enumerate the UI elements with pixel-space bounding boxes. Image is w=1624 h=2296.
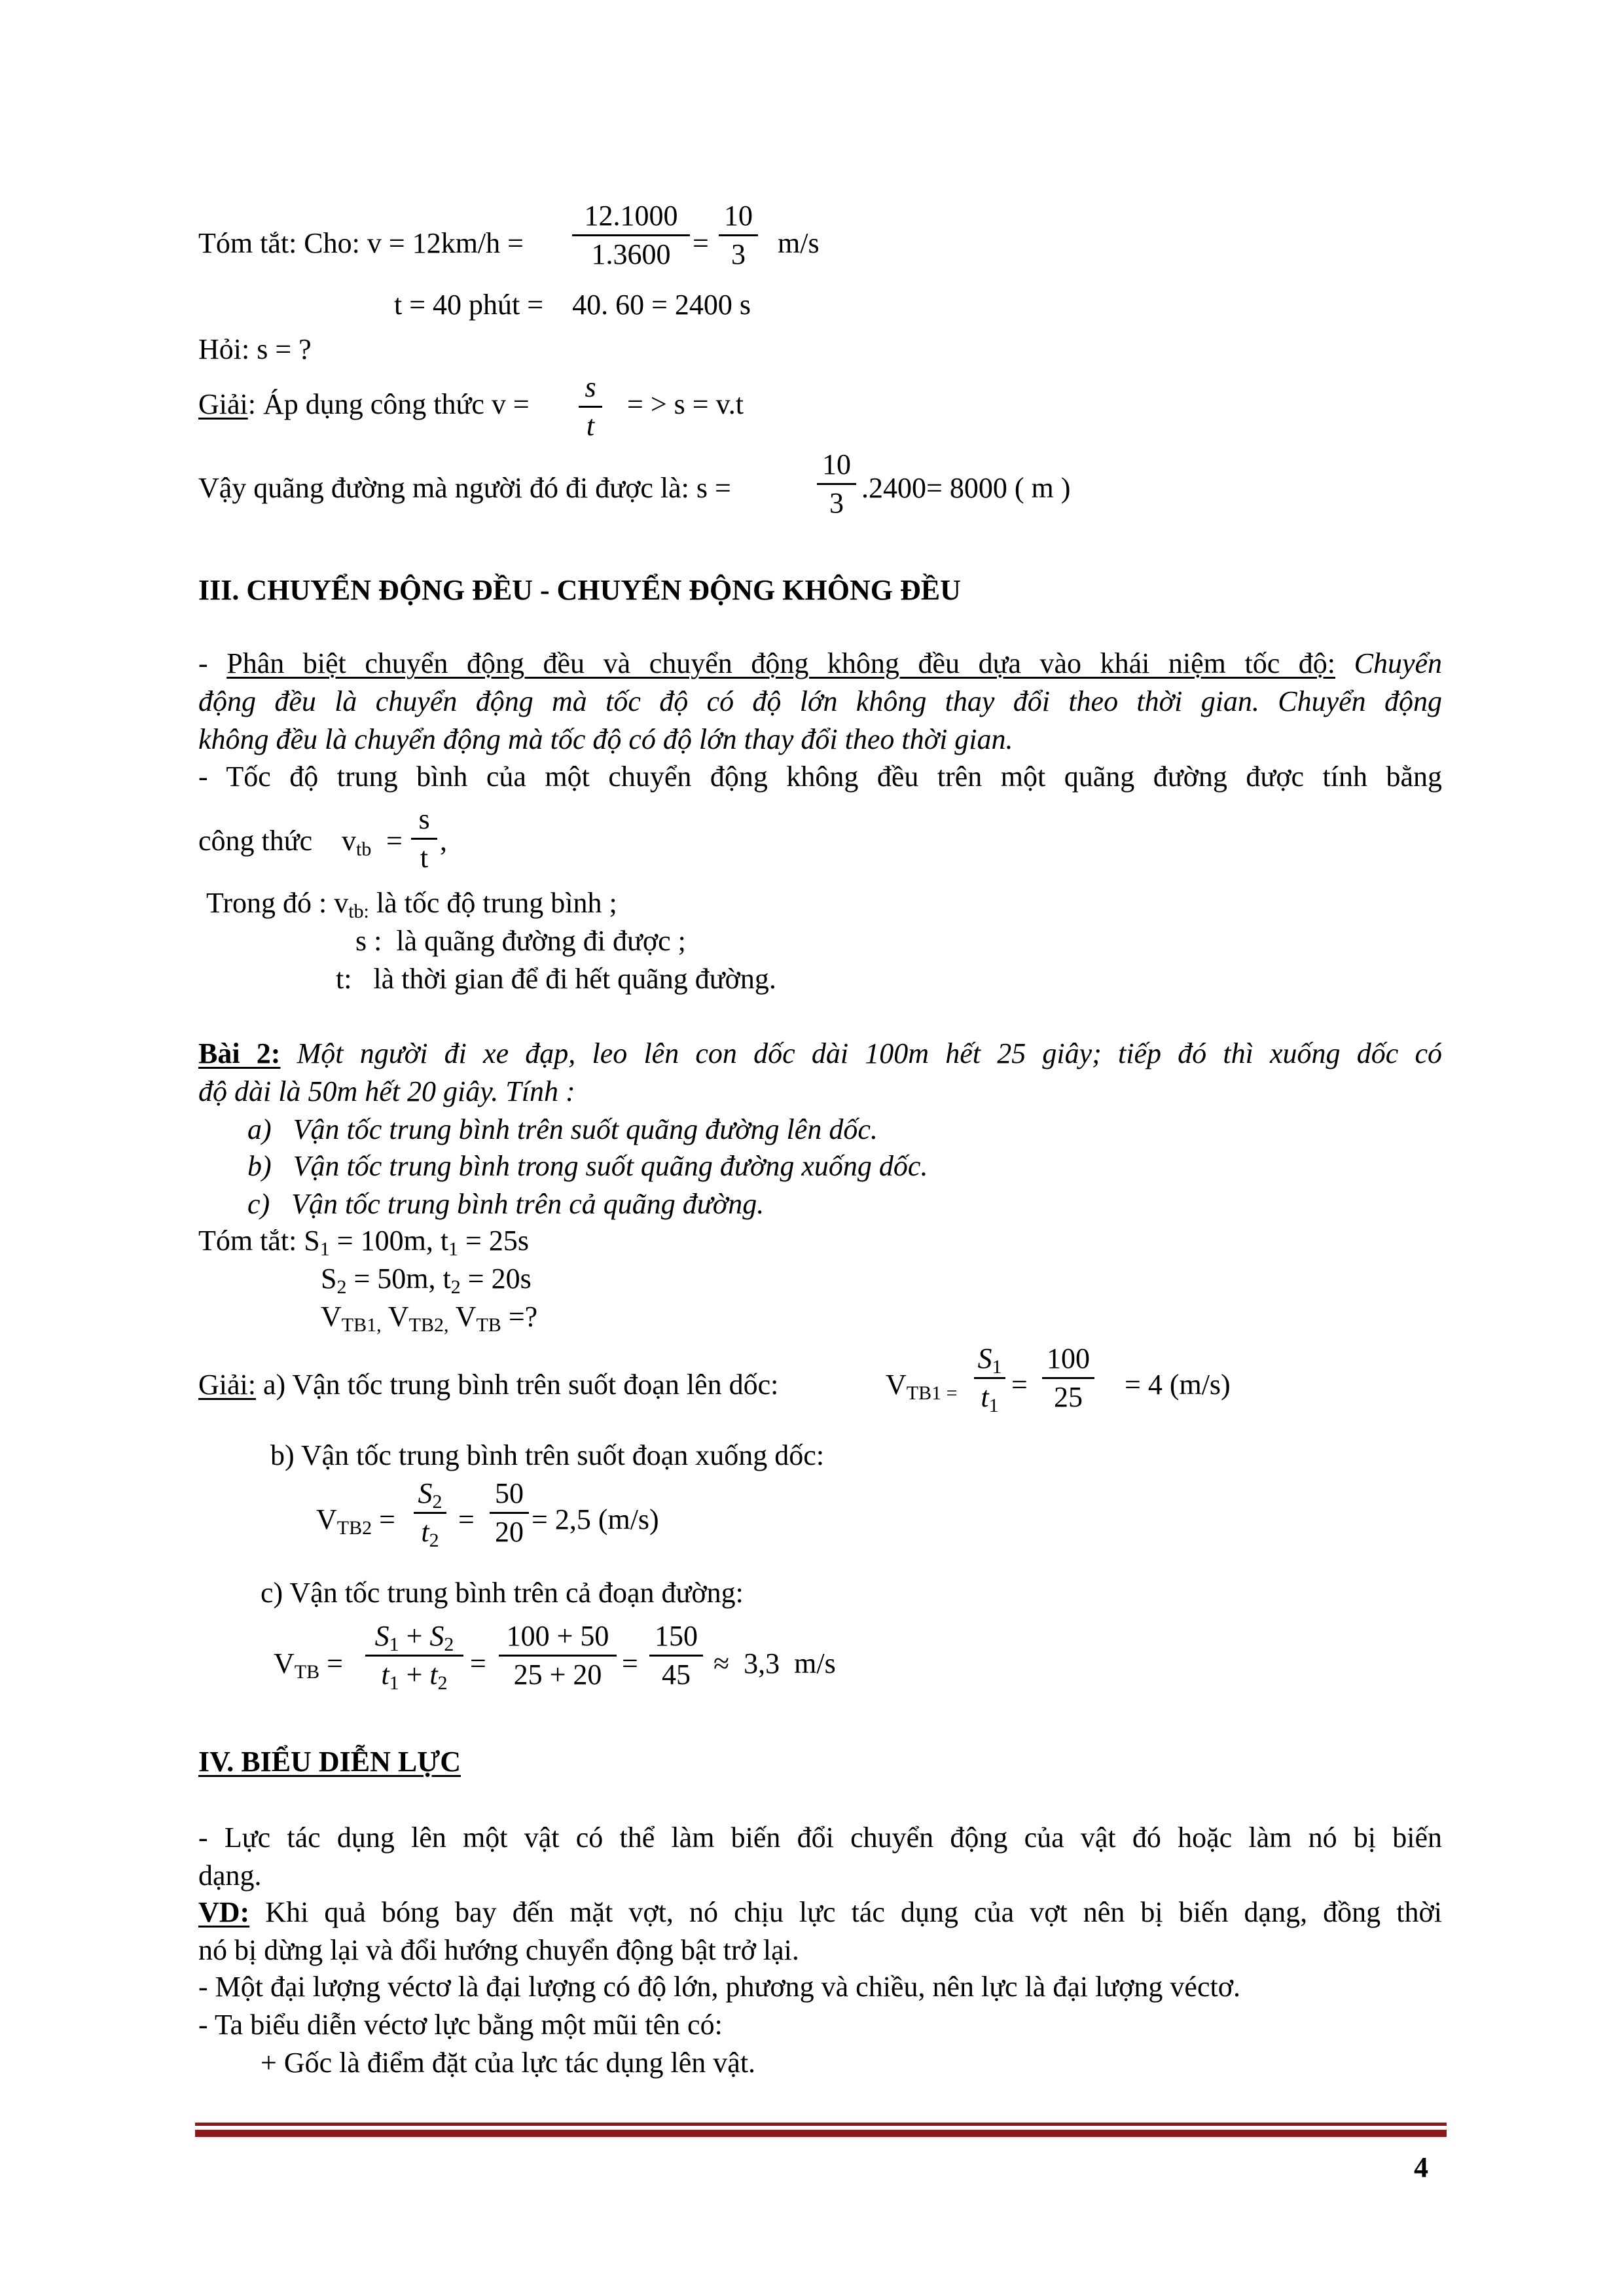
conclusion-text: Vậy quãng đường mà người đó đi được là: s =: [198, 472, 731, 504]
sub: TB: [476, 1314, 501, 1336]
fraction-bar: [499, 1655, 617, 1657]
plus: +: [399, 1659, 430, 1691]
vtb-sub: tb: [356, 838, 372, 860]
bai2-line2: độ dài là 50m hết 20 giây. Tính :: [198, 1075, 575, 1107]
fraction-denominator: [414, 1516, 446, 1551]
sym: t: [429, 1659, 438, 1691]
fraction-bar: [649, 1655, 703, 1657]
fraction-denominator: 1.3600: [591, 238, 671, 270]
vd-text: Khi quả bóng bay đến mặt vợt, nó chịu lực tác dụng của vợt nên bị biến dạng, đồng thời: [249, 1896, 1442, 1928]
vtb-v: v: [342, 825, 356, 857]
vc-result: ≈ 3,3 m/s: [713, 1647, 836, 1679]
sub: 1: [448, 1238, 459, 1260]
vb-result: = 2,5 (m/s): [532, 1503, 659, 1535]
sub: 1: [389, 1634, 399, 1655]
solve-text: : Áp dụng công thức v =: [247, 388, 530, 420]
sym: S: [374, 1620, 389, 1652]
vc-sub: TB: [294, 1661, 320, 1683]
bai2-item-a: a) Vận tốc trung bình trên suốt quãng đường lên dốc.: [247, 1113, 878, 1145]
where-s: s : là quãng đường đi được ;: [355, 925, 686, 957]
va-lhs: [886, 1369, 958, 1404]
fraction-sum-s-over-sum-t: [365, 1620, 463, 1694]
fraction-denominator: 25 + 20: [513, 1659, 602, 1691]
bai2-item-b: b) Vận tốc trung bình trong suốt quãng đường xuống dốc.: [247, 1150, 928, 1182]
fraction-denominator: 25: [1054, 1381, 1083, 1413]
fraction-s-over-t-2: [411, 805, 437, 872]
p2-line1: - Tốc độ trung bình của một chuyển động không đều trên một quãng đường được tính bằng: [198, 761, 1442, 793]
va-v: V: [886, 1369, 907, 1401]
solve-result: = > s = v.t: [627, 388, 744, 420]
equals-sign: =: [693, 227, 709, 259]
sub: TB1,: [341, 1314, 382, 1336]
equals-sign: =: [622, 1647, 638, 1679]
fraction-numerator: 50: [495, 1477, 524, 1509]
summary-line: [198, 229, 524, 258]
equals-sign: =: [1011, 1369, 1028, 1401]
footer-rule-thin: [195, 2123, 1447, 2126]
sum-s: S: [321, 1263, 337, 1295]
fraction-numerator: s: [418, 803, 430, 835]
fraction-numerator: 10: [822, 448, 851, 480]
vc-v: V: [274, 1647, 295, 1679]
fraction-denominator: t: [586, 410, 595, 442]
fraction-bar: [719, 234, 758, 236]
conclusion-tail: .2400= 8000 ( m ): [861, 472, 1071, 504]
sum-text: = 20s: [460, 1263, 532, 1295]
page-number: 4: [1414, 2151, 1428, 2183]
fraction-numerator: 100 + 50: [506, 1620, 609, 1652]
bai2-item-c: c) Vận tốc trung bình trên cả quãng đường.: [247, 1188, 765, 1220]
fraction-denominator: 3: [829, 487, 844, 519]
sum-v: V: [321, 1300, 342, 1333]
where-t: t: là thời gian để đi hết quãng đường.: [336, 963, 776, 995]
bai2-summary-2: [321, 1263, 532, 1298]
sub: 2: [450, 1276, 461, 1298]
dash: -: [198, 647, 227, 679]
bai2-text1: Một người đi xe đạp, leo lên con dốc dài 100m hết 25 giây; tiếp đó thì xuống dốc có: [280, 1037, 1443, 1069]
bai2-line1: [198, 1039, 1442, 1068]
fraction-numerator: 100: [1047, 1342, 1090, 1374]
fraction-bar: [411, 838, 437, 840]
vd-label: VD:: [198, 1896, 250, 1928]
sum-v: V: [388, 1300, 409, 1333]
sub: 1: [319, 1238, 330, 1260]
where-label: Trong đó : v: [206, 887, 349, 919]
solve-a-text: a) Vận tốc trung bình trên suốt đoạn lên dốc:: [255, 1369, 779, 1401]
section-heading-iii: III. CHUYỂN ĐỘNG ĐỀU - CHUYỂN ĐỘNG KHÔNG ĐỀU: [198, 574, 961, 606]
sub: 1: [988, 1395, 999, 1416]
fraction-bar: [572, 234, 690, 236]
va-result: = 4 (m/s): [1125, 1369, 1231, 1401]
equals-sign: =: [458, 1503, 475, 1535]
sec4-p4: + Gốc là điểm đặt của lực tác dụng lên vật.: [261, 2047, 756, 2079]
where-vtb: [206, 887, 617, 922]
va-sub: TB1 =: [906, 1382, 958, 1404]
fraction-bar: [817, 483, 856, 485]
p1-line1: [198, 649, 1442, 678]
fraction-denominator: [365, 1659, 463, 1694]
sym: t: [381, 1659, 389, 1691]
vc-eq: =: [319, 1647, 343, 1679]
bai2-label: Bài 2:: [198, 1037, 281, 1069]
vtb-symbol: [342, 825, 372, 860]
where-sub: tb:: [348, 901, 369, 922]
sub: 2: [336, 1276, 347, 1298]
sub: 1: [992, 1356, 1002, 1378]
unit-label: m/s: [778, 227, 820, 259]
fraction-numerator: 150: [655, 1620, 698, 1652]
sym: S: [418, 1477, 433, 1509]
fraction-numerator: s: [585, 371, 596, 403]
bai2-summary-1: [198, 1225, 529, 1260]
sub: 2: [432, 1491, 442, 1513]
where-vtb-text: là tốc độ trung bình ;: [369, 887, 617, 919]
fraction-numerator: [414, 1477, 446, 1513]
section-heading-iv: IV. BIỂU DIỄN LỰC: [198, 1746, 461, 1778]
vb-v: V: [316, 1503, 337, 1535]
formula-label: công thức: [198, 825, 313, 857]
fraction-s-over-t: [579, 373, 602, 440]
italic-text: Chuyển: [1354, 647, 1442, 679]
p1-line3: không đều là chuyển động mà tốc độ có độ lớn thay đổi theo thời gian.: [198, 723, 1013, 755]
solve-a-line: [198, 1371, 778, 1399]
sum-text: = 50m, t: [346, 1263, 451, 1295]
solve-c-text: c) Vận tốc trung bình trên cả đoạn đường:: [261, 1577, 744, 1609]
fraction-50-20: [490, 1479, 529, 1547]
fraction-ten-thirds: [719, 202, 758, 269]
fraction-bar: [579, 406, 602, 408]
sum-v: V: [455, 1300, 477, 1333]
vc-lhs: [274, 1647, 343, 1683]
sum-text: = 100m, t: [329, 1225, 449, 1257]
fraction-150-45-expanded: [499, 1622, 617, 1689]
sec4-vd-line1: [198, 1898, 1442, 1927]
fraction-denominator: [974, 1381, 1005, 1416]
sub: 2: [444, 1634, 454, 1655]
sum-label: Tóm tắt: S: [198, 1225, 320, 1257]
sub: 2: [429, 1530, 439, 1551]
sym: S: [977, 1342, 992, 1374]
sum-text: =?: [508, 1300, 538, 1333]
plus: +: [399, 1620, 430, 1652]
sub: 2: [437, 1672, 448, 1694]
fraction-s2-t2: [414, 1477, 446, 1551]
footer-rule-thick: [195, 2130, 1447, 2137]
fraction-denominator: 20: [495, 1516, 524, 1548]
fraction-numerator: 12.1000: [584, 200, 678, 232]
fraction-ten-thirds-2: [817, 450, 856, 518]
sec4-p1-line2: dạng.: [198, 1859, 262, 1892]
fraction-100-25: [1042, 1344, 1094, 1412]
p1-line2: động đều là chuyển động mà tốc độ có độ lớn không thay đổi theo thời gian. Chuyển động: [198, 685, 1442, 717]
solve-label: Giải: [198, 388, 248, 420]
solve-label: Giải:: [198, 1369, 256, 1401]
sec4-p2: - Một đại lượng véctơ là đại lượng có độ lớn, phương và chiều, nên lực là đại lượng véctơ.: [198, 1971, 1240, 2003]
fraction-numerator: [365, 1620, 463, 1655]
sec4-p1-line1: - Lực tác dụng lên một vật có thể làm biến đổi chuyển động của vật đó hoặc làm nó bị biến: [198, 1821, 1442, 1854]
fraction-denominator: t: [420, 842, 429, 874]
equals-sign: =: [386, 825, 403, 857]
sym: S: [429, 1620, 444, 1652]
solve-line: [198, 390, 530, 419]
fraction-denominator: 3: [731, 238, 746, 270]
equals-sign: =: [470, 1647, 486, 1679]
summary-label: Tóm tắt: Cho: v = 12km/h =: [198, 227, 524, 259]
underlined-text: Phân biệt chuyển động đều và chuyển động không đều dựa vào khái niệm tốc độ:: [226, 647, 1336, 679]
fraction-bar: [1042, 1377, 1094, 1379]
vb-eq: =: [372, 1503, 395, 1535]
question-line: Hỏi: s = ?: [198, 333, 312, 365]
sub: 1: [389, 1672, 399, 1694]
sec4-vd-line2: nó bị dừng lại và đổi hướng chuyển động bật trở lại.: [198, 1934, 799, 1966]
sym: t: [981, 1381, 989, 1413]
fraction-s1-t1: [974, 1342, 1005, 1416]
comma: ,: [440, 825, 447, 857]
bai2-summary-3: [321, 1300, 538, 1336]
fraction-speed-convert: [572, 202, 690, 269]
sum-text: = 25s: [458, 1225, 529, 1257]
sym: t: [421, 1516, 429, 1548]
vb-lhs: [316, 1503, 395, 1539]
solve-b-text: b) Vận tốc trung bình trên suốt đoạn xuống dốc:: [270, 1439, 825, 1471]
time-line: t = 40 phút = 40. 60 = 2400 s: [394, 289, 751, 321]
sub: TB2,: [408, 1314, 449, 1336]
fraction-numerator: [974, 1342, 1005, 1378]
fraction-bar: [490, 1512, 529, 1514]
fraction-150-45: [649, 1622, 703, 1689]
sec4-p3: - Ta biểu diễn véctơ lực bằng một mũi tên có:: [198, 2009, 723, 2041]
fraction-numerator: 10: [724, 200, 753, 232]
vb-sub: TB2: [336, 1517, 372, 1539]
fraction-denominator: 45: [662, 1659, 691, 1691]
